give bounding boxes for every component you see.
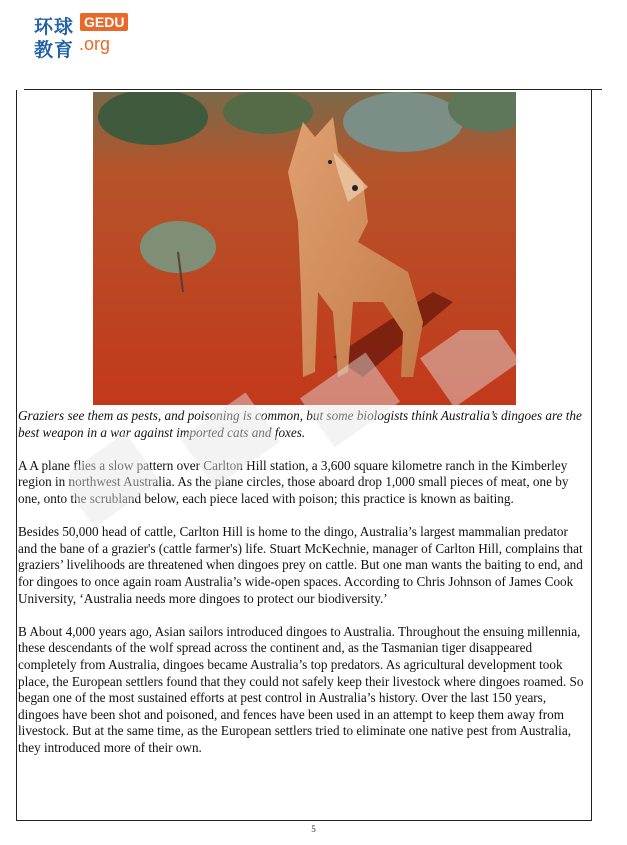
paragraph-b: B About 4,000 years ago, Asian sailors introduced dingoes to Australia. Throughout the ensuing millennia, these descendants of the wolf spread across the continent and, as the Tasmanian tiger disappeared completely from Australia, dingoes became Australia’s top predators. As agricultural development took place, the European settlers found that they could not safely keep their livestock where dingoes roamed. So began one of the most sustained efforts at pest control in Australia’s history. Over the last 150 years, dingoes have been shot and poisoned, and fences have been used in an attempt to keep them away from livestock. But at the same time, as the European settlers tried to eliminate one native pest from Australia, they introduced more of their own.: [18, 623, 584, 755]
dingo-photo: [93, 92, 516, 405]
article-text: [18, 408, 590, 773]
page-number: 5: [311, 824, 316, 834]
figure-caption: Graziers see them as pests, and poisoning is common, but some biologists think Australia’s dingoes are the best weapon in a war against imported cats and foxes.: [18, 408, 582, 440]
gedu-logo: [34, 12, 144, 61]
logo-badge: GEDU: [80, 13, 128, 31]
logo-cn-line1: 环球: [34, 16, 75, 38]
paragraph-a-2: Besides 50,000 head of cattle, Carlton Hill is home to the dingo, Australia’s largest mammalian predator and the bane of a grazier's (cattle farmer's) life. Stuart McKechnie, manager of Carlton Hill, complains that graziers’ livelihoods are threatened when dingoes prey on cattle. But one man wants the baiting to end, and for dingoes to once again roam Australia’s wide-open spaces. According to Chris Johnson of James Cook University, ‘Australia needs more dingoes to protect our biodiversity.’: [18, 524, 583, 606]
logo-domain: .org: [79, 34, 111, 54]
paragraph-a-1: A A plane flies a slow pattern over Carlton Hill station, a 3,600 square kilometre ranch in the Kimberley region in northwest Australia. As the plane circles, those aboard drop 1,000 small pieces of meat, one by one, onto the scrubland below, each piece laced with poison; this practice is known as baiting.: [18, 457, 569, 506]
logo-cn-line2: 教育: [34, 39, 75, 61]
